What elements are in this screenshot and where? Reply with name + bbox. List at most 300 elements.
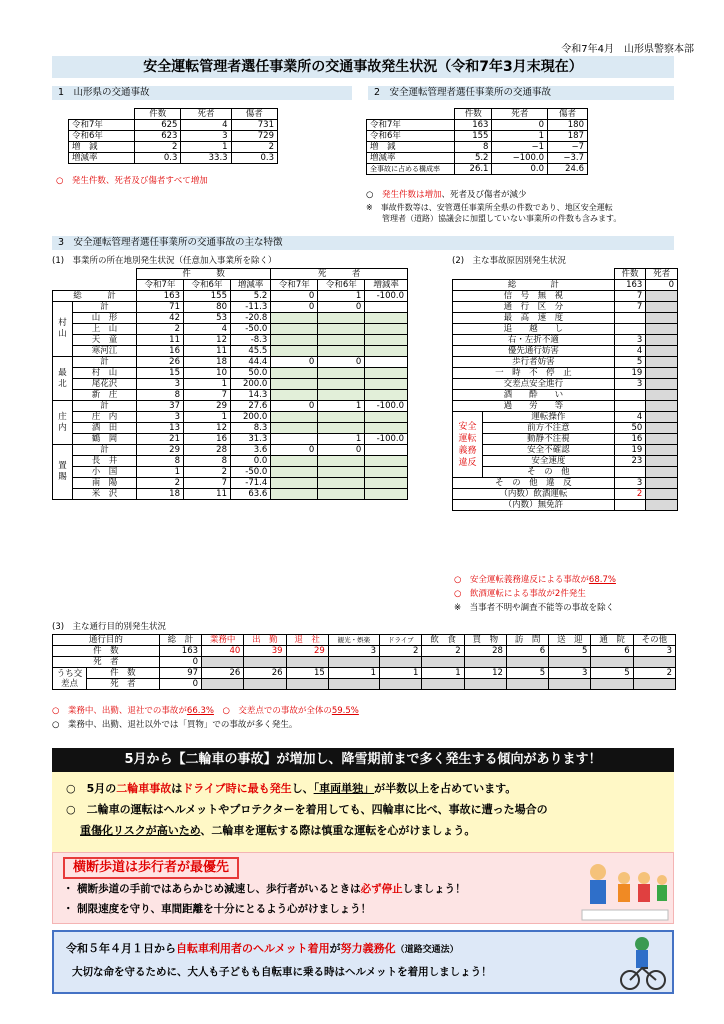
text: が半数以上を占めています。 <box>374 782 517 795</box>
table3-caption: (3) 主な通行目的別発生状況 <box>52 622 167 632</box>
cell: 0 <box>159 657 201 668</box>
cell: 26 <box>244 668 286 679</box>
text: し、 <box>291 782 314 795</box>
cell: 3 <box>137 379 184 390</box>
row-label: 動静不注視 <box>483 434 615 445</box>
cell <box>646 346 678 357</box>
table-row <box>453 500 678 511</box>
section1-table <box>68 108 278 164</box>
cell: 4 <box>614 412 646 423</box>
cell: -100.0 <box>365 434 408 445</box>
cell: 8 <box>137 456 184 467</box>
cell: 15 <box>137 368 184 379</box>
crosswalk-line-2: ・ 制限速度を守り、車間距離を十分にとるよう心がけましょう！ <box>63 903 372 915</box>
advice-line-1 <box>66 778 660 799</box>
table-row <box>53 412 408 423</box>
cell: 11 <box>137 335 184 346</box>
table-row <box>453 302 678 313</box>
cell: 16 <box>614 434 646 445</box>
table-row <box>53 313 408 324</box>
cell <box>646 478 678 489</box>
cell <box>286 657 328 668</box>
cell <box>591 657 633 668</box>
cell <box>422 657 464 668</box>
col-header: 件数 <box>135 109 181 120</box>
cell: 163 <box>159 646 201 657</box>
col-header: 送 迎 <box>549 635 591 646</box>
cell: 1 <box>318 291 365 302</box>
text: は <box>171 782 183 795</box>
row-label: 寒河江 <box>73 346 137 357</box>
cell: 3 <box>549 668 591 679</box>
table-row <box>453 434 678 445</box>
cell <box>318 335 365 346</box>
cell: 37 <box>137 401 184 412</box>
col-header: 退 社 <box>286 635 328 646</box>
cell: 7 <box>184 390 231 401</box>
table-row <box>453 423 678 434</box>
motorcycle-advice-box <box>52 772 674 852</box>
cell: 0 <box>159 679 201 690</box>
col-header: 令和6年 <box>184 280 231 291</box>
row-label: そ の 他 <box>483 467 615 478</box>
cell: −100.0 <box>492 153 548 164</box>
cell <box>318 412 365 423</box>
row-label: 前方不注意 <box>483 423 615 434</box>
cell: 1 <box>318 434 365 445</box>
cell: 0 <box>271 357 318 368</box>
note-text: ○ 安全運転義務違反による事故が <box>454 575 589 585</box>
cell <box>271 368 318 379</box>
note-text: ○ 交差点での事故が全体の <box>213 706 332 716</box>
cell: 71 <box>137 302 184 313</box>
cell: 31.3 <box>231 434 271 445</box>
cell <box>365 335 408 346</box>
row-label: 信 号 無 視 <box>453 291 615 302</box>
col-header: 通行目的 <box>53 635 160 646</box>
cell: 15 <box>286 668 328 679</box>
cell <box>271 456 318 467</box>
row-label: 計 <box>73 357 137 368</box>
region-label: 庄内 <box>53 401 73 445</box>
cell <box>271 423 318 434</box>
cell <box>318 423 365 434</box>
cell: 5 <box>549 646 591 657</box>
cell: 5.2 <box>231 291 271 302</box>
cell <box>646 412 678 423</box>
cell: 731 <box>231 120 277 131</box>
row-label: 通 行 区 分 <box>453 302 615 313</box>
cell: 12 <box>184 423 231 434</box>
col-header: 増減率 <box>365 280 408 291</box>
cell <box>614 401 646 412</box>
text: しましょう！ <box>402 883 466 895</box>
highlight: 「車両単独」 <box>313 782 375 795</box>
cell: 200.0 <box>231 379 271 390</box>
cell <box>271 335 318 346</box>
cell: 1 <box>328 668 379 679</box>
cell: 18 <box>137 489 184 500</box>
row-label: 交差点安全進行 <box>453 379 615 390</box>
cell: 3 <box>614 379 646 390</box>
purpose-table <box>52 634 676 690</box>
table-row <box>453 335 678 346</box>
row-label: 全事故に占める構成率 <box>367 164 455 175</box>
col-header: 令和7年 <box>271 280 318 291</box>
date-organization: 令和7年4月 山形県警察本部 <box>561 44 694 55</box>
cell <box>646 368 678 379</box>
cell <box>365 368 408 379</box>
cell <box>380 679 422 690</box>
table-row <box>53 668 676 679</box>
location-table <box>52 268 408 500</box>
table-row <box>453 357 678 368</box>
cell <box>318 379 365 390</box>
row-label: 鶴 岡 <box>73 434 137 445</box>
cell <box>591 679 633 690</box>
row-label: 安全不確認 <box>483 445 615 456</box>
row-label: 計 <box>73 445 137 456</box>
row-label: 歩行者妨害 <box>453 357 615 368</box>
cell: 0 <box>271 302 318 313</box>
row-label: 総 計 <box>53 291 137 302</box>
note-highlight: 発生件数は増加 <box>381 190 442 200</box>
cell: 163 <box>137 291 184 302</box>
cell <box>365 324 408 335</box>
cell <box>506 657 548 668</box>
cell <box>464 679 506 690</box>
cell: 625 <box>135 120 181 131</box>
table-row <box>53 646 676 657</box>
cell: 623 <box>135 131 181 142</box>
cell: 2 <box>614 489 646 500</box>
cell: 11 <box>184 346 231 357</box>
cell <box>365 445 408 456</box>
cell <box>506 679 548 690</box>
table3-note2: ○ 業務中、出勤、退社以外では「買物」での事故が多く発生。 <box>52 720 298 730</box>
cell <box>646 434 678 445</box>
cell <box>318 489 365 500</box>
cell: -20.8 <box>231 313 271 324</box>
col-group-header: 件 数 <box>137 269 271 280</box>
cell <box>318 313 365 324</box>
row-label: （内数）無免許 <box>453 500 615 511</box>
cell <box>202 679 244 690</box>
table-row <box>53 390 408 401</box>
cell: 42 <box>137 313 184 324</box>
cell <box>365 467 408 478</box>
row-label: 計 <box>73 302 137 313</box>
cell <box>646 489 678 500</box>
row-label: 総 計 <box>453 280 615 291</box>
cell: 0 <box>318 357 365 368</box>
table-row <box>453 456 678 467</box>
cell <box>365 357 408 368</box>
table-row <box>453 346 678 357</box>
table-row <box>53 489 408 500</box>
cell: 155 <box>184 291 231 302</box>
cell: −3.7 <box>548 153 588 164</box>
text: 令和５年４月１日から <box>66 942 176 955</box>
row-label: 庄 内 <box>73 412 137 423</box>
row-label: 右・左折不適 <box>453 335 615 346</box>
text: ○ 5月の <box>66 782 117 795</box>
table-row <box>53 346 408 357</box>
cell: 729 <box>231 131 277 142</box>
cell: 12 <box>184 335 231 346</box>
section1-heading: 1 山形県の交通事故 <box>52 86 352 100</box>
cell: 180 <box>548 120 588 131</box>
note-prefix: ○ <box>366 190 374 200</box>
cell: 8 <box>184 456 231 467</box>
col-header: 令和7年 <box>137 280 184 291</box>
highlight: 必ず停止 <box>360 883 403 895</box>
cell: 1 <box>492 131 548 142</box>
cell: 12 <box>464 668 506 679</box>
row-label: 一 時 不 停 止 <box>453 368 615 379</box>
cell: 27.6 <box>231 401 271 412</box>
cell <box>549 657 591 668</box>
cell: 29 <box>137 445 184 456</box>
cell <box>614 500 646 511</box>
cell: −1 <box>492 142 548 153</box>
cell: 155 <box>455 131 492 142</box>
cell <box>633 657 675 668</box>
note-value: 66.3% <box>186 706 214 716</box>
cell: 2 <box>231 142 277 153</box>
text: が <box>329 942 341 955</box>
cell: 0.0 <box>492 164 548 175</box>
table-row <box>53 456 408 467</box>
cell: 3 <box>181 131 231 142</box>
cell <box>365 313 408 324</box>
cell <box>646 456 678 467</box>
table2-caption: (2) 主な事故原因別発生状況 <box>452 256 567 266</box>
cell <box>271 467 318 478</box>
cell: 4 <box>614 346 646 357</box>
cell <box>422 679 464 690</box>
cell <box>318 456 365 467</box>
cell: 10 <box>184 368 231 379</box>
cell: 0 <box>271 401 318 412</box>
table-row <box>453 467 678 478</box>
row-label: 酒 酔 い <box>453 390 615 401</box>
cell: 6 <box>506 646 548 657</box>
row-label: 過 労 等 <box>453 401 615 412</box>
cell: 0 <box>271 291 318 302</box>
cell: 44.4 <box>231 357 271 368</box>
cell: 26.1 <box>455 164 492 175</box>
cell <box>614 467 646 478</box>
cell <box>318 324 365 335</box>
cell: 7 <box>614 302 646 313</box>
row-label: （内数）飲酒運転 <box>453 489 615 500</box>
col-header: 総 計 <box>159 635 201 646</box>
cell: 2 <box>422 646 464 657</box>
cell: 18 <box>184 357 231 368</box>
table-row <box>453 401 678 412</box>
cell: 1 <box>380 668 422 679</box>
cell: 23 <box>614 456 646 467</box>
cell <box>646 390 678 401</box>
cell <box>365 423 408 434</box>
cell <box>646 335 678 346</box>
table-row <box>53 302 408 313</box>
row-label: 死 者 <box>53 657 160 668</box>
crosswalk-line-1 <box>63 879 663 899</box>
highlight: 重傷化リスクが高いため <box>80 824 201 837</box>
section2-note2: ※ 事故件数等は、安管選任事業所全県の件数であり、地区安全運転 <box>366 203 613 212</box>
row-label: 件 数 <box>53 646 160 657</box>
cell <box>646 423 678 434</box>
note-value: 68.7% <box>588 575 616 585</box>
row-label: 上 山 <box>73 324 137 335</box>
cell: 24.6 <box>548 164 588 175</box>
cell: 8 <box>455 142 492 153</box>
highlight: 努力義務化 <box>340 942 396 955</box>
note-text: 、死者及び傷者が減少 <box>441 190 527 200</box>
row-label: 天 童 <box>73 335 137 346</box>
cell: 7 <box>184 478 231 489</box>
row-label: 増減率 <box>69 153 135 164</box>
cell: 16 <box>137 346 184 357</box>
row-label: 酒 田 <box>73 423 137 434</box>
region-label: 最北 <box>53 357 73 401</box>
cell: 16 <box>184 434 231 445</box>
row-label: 計 <box>73 401 137 412</box>
table-row <box>53 368 408 379</box>
table-row <box>53 423 408 434</box>
cell <box>365 456 408 467</box>
cell <box>318 467 365 478</box>
cell <box>646 324 678 335</box>
cell: 3 <box>614 478 646 489</box>
table-row <box>453 412 678 423</box>
cell: -50.0 <box>231 467 271 478</box>
cell <box>271 434 318 445</box>
cell: 2 <box>137 478 184 489</box>
cell <box>271 412 318 423</box>
row-label: 尾花沢 <box>73 379 137 390</box>
cell: 40 <box>202 646 244 657</box>
row-label: 令和6年 <box>367 131 455 142</box>
cell <box>646 379 678 390</box>
cell: 13 <box>137 423 184 434</box>
table-row <box>53 478 408 489</box>
table-row <box>453 478 678 489</box>
table-row <box>453 324 678 335</box>
table-row <box>53 657 676 668</box>
cell <box>271 313 318 324</box>
cell: 2 <box>633 668 675 679</box>
row-label: 最 高 速 度 <box>453 313 615 324</box>
cell: 45.5 <box>231 346 271 357</box>
col-header: 飲 食 <box>422 635 464 646</box>
cell: 1 <box>422 668 464 679</box>
cell <box>614 390 646 401</box>
cell: 7 <box>614 291 646 302</box>
row-label: 追 越 し <box>453 324 615 335</box>
cell: 1 <box>184 379 231 390</box>
col-header: 通 院 <box>591 635 633 646</box>
row-label: 増 減 <box>367 142 455 153</box>
col-header: 傷者 <box>548 109 588 120</box>
row-label: 運転操作 <box>483 412 615 423</box>
table-row <box>53 357 408 368</box>
section1-note: ○ 発生件数、死者及び傷者すべて増加 <box>56 176 208 186</box>
cell: 63.6 <box>231 489 271 500</box>
row-label: 山 形 <box>73 313 137 324</box>
cell <box>464 657 506 668</box>
section2-table <box>366 108 588 175</box>
region-label: 村山 <box>53 302 73 357</box>
row-label: 増 減 <box>69 142 135 153</box>
cell: 3 <box>633 646 675 657</box>
col-header: 増減率 <box>231 280 271 291</box>
cell: 0.3 <box>135 153 181 164</box>
row-label: 村 山 <box>73 368 137 379</box>
cell: 163 <box>455 120 492 131</box>
cell: 5 <box>591 668 633 679</box>
table-row <box>453 445 678 456</box>
section3-heading: 3 安全運転管理者選任事業所の交通事故の主な特徴 <box>52 236 674 250</box>
cell: 0 <box>492 120 548 131</box>
cell <box>244 679 286 690</box>
cell: 0 <box>646 280 678 291</box>
table-row <box>53 467 408 478</box>
cell: 4 <box>181 120 231 131</box>
cell: 1 <box>137 467 184 478</box>
cell: 26 <box>137 357 184 368</box>
table-row <box>453 368 678 379</box>
cell <box>380 657 422 668</box>
table-row <box>53 379 408 390</box>
table-row <box>53 434 408 445</box>
cell <box>365 478 408 489</box>
col-header: 買 物 <box>464 635 506 646</box>
cell: 0.0 <box>231 456 271 467</box>
cell: -50.0 <box>231 324 271 335</box>
cell: 1 <box>184 412 231 423</box>
col-header: 件数 <box>614 269 646 280</box>
row-label: 令和7年 <box>69 120 135 131</box>
cell <box>614 324 646 335</box>
cell: 39 <box>244 646 286 657</box>
row-label: 増減率 <box>367 153 455 164</box>
cell <box>244 657 286 668</box>
col-header: 観光・娯楽 <box>328 635 379 646</box>
highlight: ドライブ時に最も発生 <box>182 782 292 795</box>
cell <box>271 324 318 335</box>
highlight: 二輪車事故 <box>116 782 172 795</box>
cell <box>614 313 646 324</box>
cell <box>365 489 408 500</box>
bicycle-helmet-icon <box>618 934 668 992</box>
cell: 0 <box>318 445 365 456</box>
row-label: 南 陽 <box>73 478 137 489</box>
cause-table <box>452 268 678 511</box>
cell <box>646 291 678 302</box>
cell: 11 <box>184 489 231 500</box>
col-header: 傷者 <box>231 109 277 120</box>
table-row <box>53 401 408 412</box>
cell: 28 <box>184 445 231 456</box>
row-label: 令和6年 <box>69 131 135 142</box>
row-label: そ の 他 違 反 <box>453 478 615 489</box>
cell <box>365 390 408 401</box>
cell <box>633 679 675 690</box>
text: （道路交通法） <box>395 945 459 955</box>
